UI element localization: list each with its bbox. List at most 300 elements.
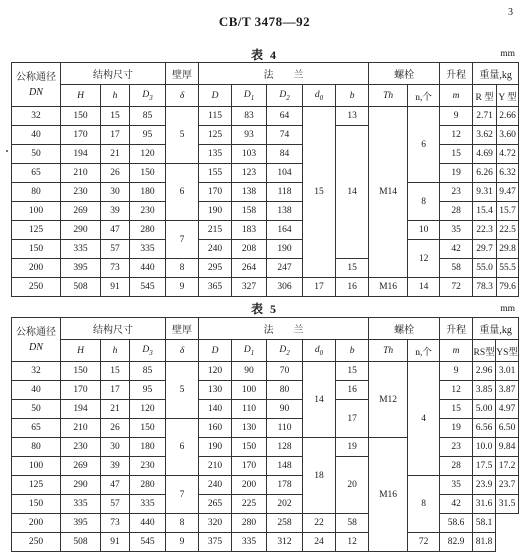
table-row xyxy=(12,107,519,126)
table-row xyxy=(12,419,519,438)
subscript: 0 xyxy=(319,93,324,102)
cell-th: M16 xyxy=(369,438,408,552)
cell-d0: 18 xyxy=(303,438,336,514)
cell-weight-ys: 17.2 xyxy=(496,457,519,476)
cell-dn: 100 xyxy=(12,202,61,221)
dn-title: 公称通径 xyxy=(16,71,56,83)
cell-h-lower: 39 xyxy=(101,457,130,476)
cell-weight-y: 79.6 xyxy=(497,278,519,297)
cell-h-upper: 335 xyxy=(61,495,101,514)
cell-d: 240 xyxy=(199,240,232,259)
cell-b: 17 xyxy=(336,400,369,438)
cell-d3: 280 xyxy=(130,476,166,495)
cell-b: 16 xyxy=(336,278,369,297)
cell-d: 140 xyxy=(199,400,232,419)
cell-d1: 264 xyxy=(232,259,267,278)
cell-dn: 65 xyxy=(12,164,61,183)
cell-th: M12 xyxy=(369,362,408,438)
cell-h-upper: 335 xyxy=(61,240,101,259)
col-m: m xyxy=(440,340,473,362)
cell-m: 15 xyxy=(440,400,473,419)
cell-d1: 83 xyxy=(232,107,267,126)
col-weight-r: R 型 xyxy=(473,85,497,107)
cell-h-lower: 26 xyxy=(101,164,130,183)
cell-d: 155 xyxy=(199,164,232,183)
cell-d3: 230 xyxy=(130,202,166,221)
cell-n: 4 xyxy=(408,362,440,476)
cell-n: 12 xyxy=(336,533,369,552)
cell-m: 72 xyxy=(440,278,473,297)
cell-b: 24 xyxy=(303,533,336,552)
bolt-header: 螺栓 xyxy=(369,63,440,85)
col-n: n,个 xyxy=(408,85,440,107)
cell-h-upper: 269 xyxy=(61,202,101,221)
cell-h-lower: 17 xyxy=(101,126,130,145)
cell-d: 375 xyxy=(199,533,232,552)
cell-d1: 103 xyxy=(232,145,267,164)
cell-dn: 80 xyxy=(12,183,61,202)
cell-th: M14 xyxy=(369,107,408,278)
cell-d2: 84 xyxy=(267,145,303,164)
cell-d2: 306 xyxy=(267,278,303,297)
cell-h-upper: 170 xyxy=(61,126,101,145)
table-row xyxy=(12,145,519,164)
dn-symbol: DN xyxy=(29,86,43,98)
cell-d: 210 xyxy=(199,457,232,476)
col-delta: δ xyxy=(166,340,199,362)
cell-d2: 178 xyxy=(267,476,303,495)
table-row xyxy=(12,240,519,259)
wall-header: 壁厚 xyxy=(166,63,199,85)
cell-d0: 15 xyxy=(303,107,336,278)
cell-d2: 247 xyxy=(267,259,303,278)
cell-dn: 100 xyxy=(12,457,61,476)
cell-d1: 225 xyxy=(232,495,267,514)
bolt-header: 螺栓 xyxy=(369,318,440,340)
cell-d2: 190 xyxy=(267,240,303,259)
cell-dn: 150 xyxy=(12,495,61,514)
cell-d2: 128 xyxy=(267,438,303,457)
cell-h-lower: 91 xyxy=(101,533,130,552)
cell-dn: 50 xyxy=(12,400,61,419)
cell-m: 35 xyxy=(440,476,473,495)
cell-dn: 65 xyxy=(12,419,61,438)
col-d0: $d_0$ xyxy=(303,340,336,362)
cell-n: 14 xyxy=(408,278,440,297)
cell-weight-y: 29.8 xyxy=(497,240,519,259)
table5-caption: 表 5 xyxy=(250,302,278,316)
cell-d2: 202 xyxy=(267,495,303,514)
cell-d1: 200 xyxy=(232,476,267,495)
cell-d0: 17 xyxy=(303,278,336,297)
cell-n: 10 xyxy=(408,221,440,240)
table-row xyxy=(12,362,519,381)
cell-weight-y: 6.32 xyxy=(497,164,519,183)
cell-m: 19 xyxy=(440,419,473,438)
cell-dn: 40 xyxy=(12,381,61,400)
cell-weight-ys: 6.50 xyxy=(496,419,519,438)
cell-wall: 7 xyxy=(166,221,199,259)
col-d1: $D_1$ xyxy=(232,85,267,107)
table-row xyxy=(12,259,519,278)
cell-wall: 8 xyxy=(166,514,199,533)
subscript: 3 xyxy=(149,348,153,357)
cell-d3: 95 xyxy=(130,126,166,145)
cell-d3: 150 xyxy=(130,419,166,438)
col-d3: $D_3$ xyxy=(130,340,166,362)
cell-d: 240 xyxy=(199,476,232,495)
cell-d: 215 xyxy=(199,221,232,240)
cell-h-upper: 210 xyxy=(61,419,101,438)
cell-weight-ys: 81.8 xyxy=(473,533,496,552)
lift-header: 升程 xyxy=(440,63,473,85)
table4-caption: 表 4 xyxy=(250,48,278,62)
table4 xyxy=(11,62,519,297)
cell-weight-rs: 5.00 xyxy=(473,400,496,419)
cell-b: 15 xyxy=(336,362,369,381)
page-number: 3 xyxy=(508,7,513,18)
cell-dn: 40 xyxy=(12,126,61,145)
cell-dn: 125 xyxy=(12,221,61,240)
cell-b: 19 xyxy=(336,438,369,457)
dn-header xyxy=(12,63,61,107)
cell-weight-y: 22.5 xyxy=(497,221,519,240)
cell-m: 15 xyxy=(440,145,473,164)
scan-speck xyxy=(6,150,8,152)
cell-h-lower: 73 xyxy=(101,259,130,278)
cell-h-upper: 290 xyxy=(61,221,101,240)
cell-weight-ys: 3.01 xyxy=(496,362,519,381)
col-weight-y: Y 型 xyxy=(497,85,519,107)
cell-h-upper: 170 xyxy=(61,381,101,400)
cell-wall: 5 xyxy=(166,107,199,164)
cell-d1: 183 xyxy=(232,221,267,240)
cell-h-lower: 57 xyxy=(101,240,130,259)
cell-m: 12 xyxy=(440,381,473,400)
dn-title: 公称通径 xyxy=(16,326,56,338)
table-row xyxy=(12,438,519,457)
cell-d2: 70 xyxy=(267,362,303,381)
cell-dn: 200 xyxy=(12,259,61,278)
col-d2: $D_2$ xyxy=(267,85,303,107)
cell-h-lower: 39 xyxy=(101,202,130,221)
cell-weight-y: 9.47 xyxy=(497,183,519,202)
weight-header: 重量,kg xyxy=(473,63,519,85)
cell-d2: 118 xyxy=(267,183,303,202)
cell-d: 170 xyxy=(199,183,232,202)
cell-dn: 80 xyxy=(12,438,61,457)
table-row xyxy=(12,400,519,419)
col-delta: δ xyxy=(166,85,199,107)
cell-d3: 180 xyxy=(130,438,166,457)
cell-weight-rs: 2.96 xyxy=(473,362,496,381)
cell-d1: 130 xyxy=(232,419,267,438)
cell-n: 12 xyxy=(408,240,440,278)
cell-weight-y: 55.5 xyxy=(497,259,519,278)
cell-d1: 170 xyxy=(232,457,267,476)
cell-h-lower: 91 xyxy=(101,278,130,297)
cell-weight-y: 3.60 xyxy=(497,126,519,145)
table-row xyxy=(12,278,519,297)
cell-d3: 180 xyxy=(130,183,166,202)
cell-dn: 32 xyxy=(12,107,61,126)
cell-h-upper: 194 xyxy=(61,145,101,164)
cell-b: 22 xyxy=(303,514,336,533)
cell-d3: 95 xyxy=(130,381,166,400)
cell-weight-ys: 31.5 xyxy=(496,495,519,514)
cell-h-upper: 508 xyxy=(61,533,101,552)
cell-b: 13 xyxy=(336,107,369,126)
col-th: Th xyxy=(369,340,408,362)
table-row xyxy=(12,126,519,145)
cell-d1: 100 xyxy=(232,381,267,400)
cell-h-upper: 150 xyxy=(61,362,101,381)
cell-weight-ys: 9.84 xyxy=(496,438,519,457)
cell-d2: 164 xyxy=(267,221,303,240)
cell-weight-ys: 4.97 xyxy=(496,400,519,419)
cell-weight-rs: 23.9 xyxy=(473,476,496,495)
table-row xyxy=(12,381,519,400)
cell-d2: 90 xyxy=(267,400,303,419)
standard-number: CB/T 3478—92 xyxy=(218,14,311,29)
cell-d3: 335 xyxy=(130,240,166,259)
cell-d: 190 xyxy=(199,438,232,457)
col-h-upper: H xyxy=(61,340,101,362)
cell-dn: 250 xyxy=(12,278,61,297)
cell-m: 35 xyxy=(440,221,473,240)
cell-h-upper: 230 xyxy=(61,183,101,202)
cell-weight-r: 22.3 xyxy=(473,221,497,240)
cell-weight-ys: 23.7 xyxy=(496,476,519,495)
cell-d3: 440 xyxy=(130,259,166,278)
cell-m: 42 xyxy=(440,240,473,259)
cell-d3: 335 xyxy=(130,495,166,514)
cell-m: 58 xyxy=(336,514,369,533)
table-row xyxy=(12,183,519,202)
col-d: D xyxy=(199,85,232,107)
table-row xyxy=(12,495,519,514)
cell-d: 320 xyxy=(199,514,232,533)
cell-h-lower: 30 xyxy=(101,183,130,202)
dn-symbol: DN xyxy=(29,341,43,353)
cell-d2: 104 xyxy=(267,164,303,183)
cell-dn: 32 xyxy=(12,362,61,381)
cell-h-lower: 73 xyxy=(101,514,130,533)
subscript: 1 xyxy=(250,93,255,102)
cell-d1: 90 xyxy=(232,362,267,381)
cell-d1: 158 xyxy=(232,202,267,221)
cell-weight-rs: 58.6 xyxy=(440,514,473,533)
cell-d0: 14 xyxy=(303,362,336,438)
cell-d1: 138 xyxy=(232,183,267,202)
cell-d3: 85 xyxy=(130,362,166,381)
cell-d3: 280 xyxy=(130,221,166,240)
cell-weight-y: 2.66 xyxy=(497,107,519,126)
cell-h-upper: 269 xyxy=(61,457,101,476)
cell-h-lower: 21 xyxy=(101,400,130,419)
cell-d2: 148 xyxy=(267,457,303,476)
col-m: m xyxy=(440,85,473,107)
cell-d1: 150 xyxy=(232,438,267,457)
cell-wall: 8 xyxy=(166,259,199,278)
cell-h-lower: 47 xyxy=(101,476,130,495)
col-d3: $D_3$ xyxy=(130,85,166,107)
cell-weight-r: 78.3 xyxy=(473,278,497,297)
cell-d1: 123 xyxy=(232,164,267,183)
col-b: b xyxy=(336,85,369,107)
cell-wall: 7 xyxy=(166,476,199,514)
dims-header: 结构尺寸 xyxy=(61,63,166,85)
cell-d3: 120 xyxy=(130,400,166,419)
cell-d2: 312 xyxy=(267,533,303,552)
cell-h-upper: 395 xyxy=(61,259,101,278)
cell-weight-rs: 10.0 xyxy=(473,438,496,457)
cell-d1: 110 xyxy=(232,400,267,419)
cell-d: 365 xyxy=(199,278,232,297)
cell-h-upper: 210 xyxy=(61,164,101,183)
cell-m: 28 xyxy=(440,457,473,476)
cell-m: 42 xyxy=(440,495,473,514)
cell-dn: 150 xyxy=(12,240,61,259)
cell-h-lower: 15 xyxy=(101,107,130,126)
cell-weight-r: 9.31 xyxy=(473,183,497,202)
cell-m: 23 xyxy=(440,183,473,202)
cell-h-upper: 150 xyxy=(61,107,101,126)
cell-h-upper: 194 xyxy=(61,400,101,419)
cell-d3: 230 xyxy=(130,457,166,476)
cell-b: 16 xyxy=(336,381,369,400)
cell-th: M16 xyxy=(369,278,408,297)
cell-d1: 208 xyxy=(232,240,267,259)
cell-m: 23 xyxy=(440,438,473,457)
cell-d3: 150 xyxy=(130,164,166,183)
lift-header: 升程 xyxy=(440,318,473,340)
table-row xyxy=(12,533,519,552)
table5-unit: mm xyxy=(500,304,515,314)
cell-dn: 50 xyxy=(12,145,61,164)
cell-d1: 93 xyxy=(232,126,267,145)
cell-d2: 258 xyxy=(267,514,303,533)
cell-d1: 335 xyxy=(232,533,267,552)
col-h-lower: h xyxy=(101,85,130,107)
table-row xyxy=(12,221,519,240)
cell-weight-r: 6.26 xyxy=(473,164,497,183)
flange-header: 法 兰 xyxy=(199,63,369,85)
cell-d: 130 xyxy=(199,381,232,400)
cell-weight-y: 4.72 xyxy=(497,145,519,164)
cell-weight-rs: 6.56 xyxy=(473,419,496,438)
cell-weight-r: 55.0 xyxy=(473,259,497,278)
col-d1: $D_1$ xyxy=(232,340,267,362)
table4-unit: mm xyxy=(500,49,515,59)
col-weight-ys: YS型 xyxy=(496,340,519,362)
col-d2: $D_2$ xyxy=(267,340,303,362)
cell-weight-y: 15.7 xyxy=(497,202,519,221)
cell-d3: 120 xyxy=(130,145,166,164)
cell-d: 125 xyxy=(199,126,232,145)
cell-weight-rs: 31.6 xyxy=(473,495,496,514)
subscript: 3 xyxy=(149,93,153,102)
cell-d: 265 xyxy=(199,495,232,514)
col-d0: $d_0$ xyxy=(303,85,336,107)
cell-h-lower: 21 xyxy=(101,145,130,164)
cell-weight-r: 4.69 xyxy=(473,145,497,164)
cell-d2: 110 xyxy=(267,419,303,438)
col-b: b xyxy=(336,340,369,362)
cell-n: 8 xyxy=(408,476,440,533)
cell-d3: 85 xyxy=(130,107,166,126)
dn-header xyxy=(12,318,61,362)
cell-m: 28 xyxy=(440,202,473,221)
cell-weight-r: 2.71 xyxy=(473,107,497,126)
table-row xyxy=(12,202,519,221)
flange-header: 法 兰 xyxy=(199,318,369,340)
cell-weight-ys: 3.87 xyxy=(496,381,519,400)
table-row xyxy=(12,514,519,533)
cell-m: 12 xyxy=(440,126,473,145)
cell-weight-rs: 17.5 xyxy=(473,457,496,476)
cell-h-upper: 230 xyxy=(61,438,101,457)
cell-h-upper: 290 xyxy=(61,476,101,495)
col-th: Th xyxy=(369,85,408,107)
cell-weight-ys: 58.1 xyxy=(473,514,496,533)
cell-d: 120 xyxy=(199,362,232,381)
wall-header: 壁厚 xyxy=(166,318,199,340)
cell-d2: 80 xyxy=(267,381,303,400)
cell-n: 8 xyxy=(408,183,440,221)
cell-d2: 138 xyxy=(267,202,303,221)
cell-d3: 545 xyxy=(130,533,166,552)
cell-h-lower: 17 xyxy=(101,381,130,400)
cell-weight-r: 29.7 xyxy=(473,240,497,259)
cell-n: 6 xyxy=(408,107,440,183)
col-n: n,个 xyxy=(408,340,440,362)
weight-header: 重量,kg xyxy=(473,318,519,340)
cell-m: 9 xyxy=(440,362,473,381)
table-row xyxy=(12,476,519,495)
cell-d3: 440 xyxy=(130,514,166,533)
col-h-upper: H xyxy=(61,85,101,107)
cell-m: 58 xyxy=(440,259,473,278)
cell-wall: 5 xyxy=(166,362,199,419)
cell-dn: 200 xyxy=(12,514,61,533)
cell-b: 20 xyxy=(336,457,369,514)
cell-h-upper: 508 xyxy=(61,278,101,297)
cell-d1: 280 xyxy=(232,514,267,533)
cell-d: 190 xyxy=(199,202,232,221)
subscript: 0 xyxy=(319,348,324,357)
cell-wall: 6 xyxy=(166,419,199,476)
subscript: 2 xyxy=(286,348,290,357)
dims-header: 结构尺寸 xyxy=(61,318,166,340)
cell-weight-r: 15.4 xyxy=(473,202,497,221)
cell-weight-rs: 3.85 xyxy=(473,381,496,400)
cell-d2: 74 xyxy=(267,126,303,145)
cell-dn: 250 xyxy=(12,533,61,552)
col-weight-rs: RS型 xyxy=(473,340,496,362)
subscript: 1 xyxy=(250,348,255,357)
cell-weight-r: 3.62 xyxy=(473,126,497,145)
col-h-lower: h xyxy=(101,340,130,362)
cell-d: 160 xyxy=(199,419,232,438)
cell-b: 15 xyxy=(336,259,369,278)
table5 xyxy=(11,317,519,552)
cell-dn: 125 xyxy=(12,476,61,495)
cell-h-lower: 30 xyxy=(101,438,130,457)
cell-h-lower: 15 xyxy=(101,362,130,381)
cell-d2: 64 xyxy=(267,107,303,126)
cell-m: 19 xyxy=(440,164,473,183)
